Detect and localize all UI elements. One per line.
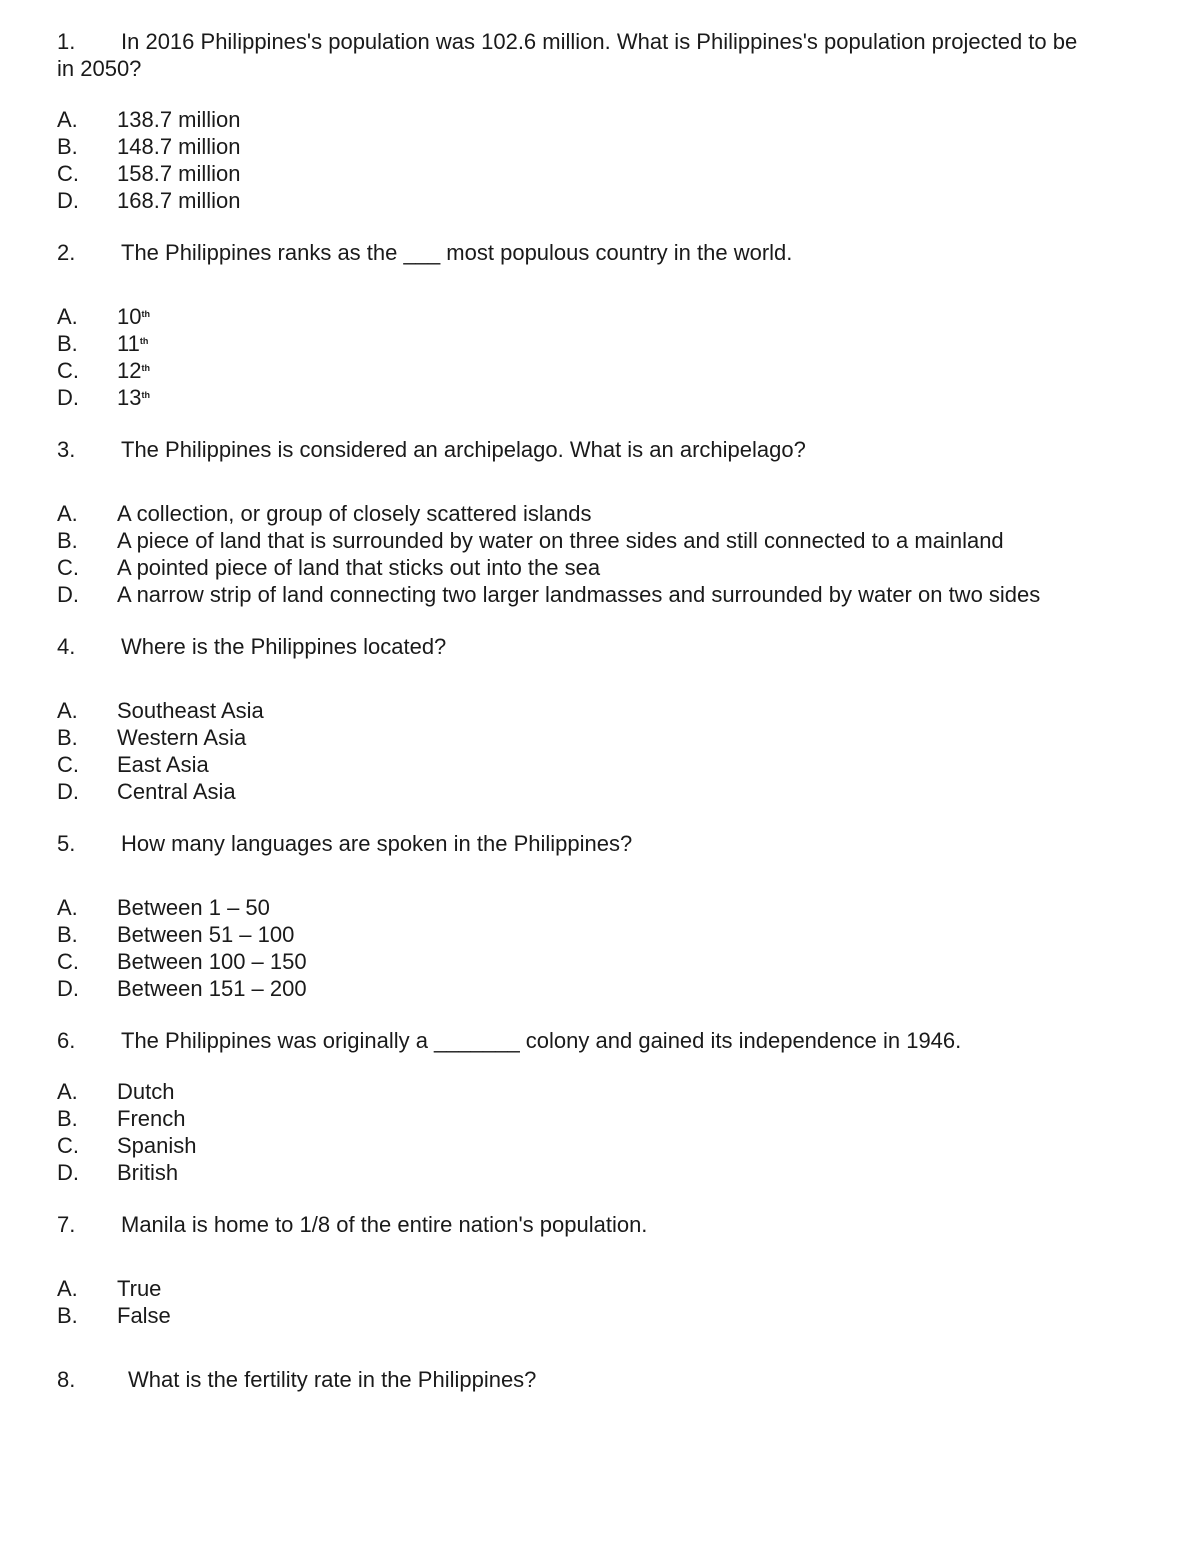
option-text: 12 <box>117 358 142 383</box>
option-text: Between 51 – 100 <box>117 922 295 947</box>
question-number: 2. <box>57 240 76 265</box>
option-letter: D. <box>57 385 79 410</box>
option-letter: C. <box>57 555 79 580</box>
option-a <box>57 106 1157 133</box>
option-letter: D. <box>57 582 79 607</box>
option-text: A pointed piece of land that sticks out into the sea <box>117 555 601 580</box>
option-d <box>57 187 1157 214</box>
question-3 <box>57 436 1157 463</box>
question-number: 3. <box>57 437 76 462</box>
option-letter: A. <box>57 107 78 132</box>
option-a <box>57 697 1157 724</box>
question-8 <box>57 1366 1157 1393</box>
option-text: Between 151 – 200 <box>117 976 307 1001</box>
ordinal-suffix: th <box>141 309 150 319</box>
option-letter: B. <box>57 1106 78 1131</box>
option-a <box>57 500 1157 527</box>
option-d <box>57 581 1157 608</box>
option-a <box>57 1078 1157 1105</box>
option-a <box>57 1275 1157 1302</box>
options-list <box>57 697 1157 805</box>
option-letter: B. <box>57 725 78 750</box>
option-text: False <box>117 1303 171 1328</box>
question-text: What is the fertility rate in the Philippines? <box>128 1367 537 1392</box>
option-letter: D. <box>57 779 79 804</box>
option-text: Western Asia <box>117 725 247 750</box>
option-letter: B. <box>57 922 78 947</box>
option-letter: D. <box>57 1160 79 1185</box>
option-text: East Asia <box>117 752 209 777</box>
option-text: 148.7 million <box>117 134 241 159</box>
question-4 <box>57 633 1157 660</box>
option-letter: B. <box>57 331 78 356</box>
option-d <box>57 384 1157 411</box>
option-d <box>57 1159 1157 1186</box>
option-letter: A. <box>57 501 78 526</box>
option-c <box>57 1132 1157 1159</box>
option-c <box>57 751 1157 778</box>
option-b <box>57 527 1157 554</box>
option-b <box>57 133 1157 160</box>
option-text: 168.7 million <box>117 188 241 213</box>
question-text-continued: in 2050? <box>57 56 142 81</box>
question-2 <box>57 239 1157 266</box>
question-number: 1. <box>57 29 76 54</box>
option-b <box>57 1105 1157 1132</box>
option-letter: C. <box>57 949 79 974</box>
question-text: Where is the Philippines located? <box>121 634 447 659</box>
option-d <box>57 778 1157 805</box>
options-list <box>57 106 1157 214</box>
option-text: Dutch <box>117 1079 175 1104</box>
option-a <box>57 894 1157 921</box>
question-7 <box>57 1211 1157 1238</box>
option-letter: A. <box>57 1276 78 1301</box>
option-letter: C. <box>57 1133 79 1158</box>
question-text: In 2016 Philippines's population was 102.6 million. What is Philippines's population projected to be <box>121 29 1078 54</box>
option-text: Between 1 – 50 <box>117 895 270 920</box>
options-list <box>57 1078 1157 1186</box>
option-c <box>57 160 1157 187</box>
question-6 <box>57 1027 1157 1054</box>
option-text: A collection, or group of closely scattered islands <box>117 501 592 526</box>
question-text: The Philippines was originally a _______ colony and gained its independence in 1946. <box>121 1028 962 1053</box>
question-number: 6. <box>57 1028 76 1053</box>
question-text: How many languages are spoken in the Philippines? <box>121 831 633 856</box>
option-text: 11 <box>117 331 140 356</box>
option-text: Spanish <box>117 1133 197 1158</box>
option-letter: A. <box>57 895 78 920</box>
option-text: French <box>117 1106 186 1131</box>
option-b <box>57 1302 1157 1329</box>
option-letter: A. <box>57 698 78 723</box>
option-letter: A. <box>57 1079 78 1104</box>
option-text: A narrow strip of land connecting two larger landmasses and surrounded by water on two sides <box>117 582 1041 607</box>
option-b <box>57 330 1157 357</box>
option-c <box>57 357 1157 384</box>
option-text: 158.7 million <box>117 161 241 186</box>
option-letter: C. <box>57 161 79 186</box>
question-number: 8. <box>57 1367 76 1392</box>
option-letter: A. <box>57 304 78 329</box>
options-list <box>57 894 1157 1002</box>
option-c <box>57 554 1157 581</box>
option-letter: B. <box>57 528 78 553</box>
options-list <box>57 500 1157 608</box>
question-text: The Philippines is considered an archipelago. What is an archipelago? <box>121 437 806 462</box>
option-text: 10 <box>117 304 142 329</box>
option-d <box>57 975 1157 1002</box>
option-c <box>57 948 1157 975</box>
option-a <box>57 303 1157 330</box>
option-letter: D. <box>57 188 79 213</box>
option-text: British <box>117 1160 179 1185</box>
quiz-document <box>57 28 1157 1393</box>
option-letter: D. <box>57 976 79 1001</box>
options-list <box>57 303 1157 411</box>
question-text: Manila is home to 1/8 of the entire nation's population. <box>121 1212 648 1237</box>
option-letter: B. <box>57 134 78 159</box>
option-b <box>57 921 1157 948</box>
option-text: Central Asia <box>117 779 236 804</box>
option-b <box>57 724 1157 751</box>
question-5 <box>57 830 1157 857</box>
option-text: Between 100 – 150 <box>117 949 307 974</box>
question-1 <box>57 28 1157 82</box>
option-text: Southeast Asia <box>117 698 264 723</box>
ordinal-suffix: th <box>141 390 150 400</box>
option-letter: C. <box>57 358 79 383</box>
options-list <box>57 1275 1157 1329</box>
ordinal-suffix: th <box>141 363 150 373</box>
option-text: 13 <box>117 385 142 410</box>
question-number: 5. <box>57 831 76 856</box>
option-letter: B. <box>57 1303 78 1328</box>
question-text: The Philippines ranks as the ___ most populous country in the world. <box>121 240 793 265</box>
option-letter: C. <box>57 752 79 777</box>
question-number: 7. <box>57 1212 76 1237</box>
ordinal-suffix: th <box>139 336 149 346</box>
question-number: 4. <box>57 634 76 659</box>
option-text: 138.7 million <box>117 107 241 132</box>
option-text: True <box>117 1276 162 1301</box>
option-text: A piece of land that is surrounded by water on three sides and still connected to a mainland <box>117 528 1004 553</box>
